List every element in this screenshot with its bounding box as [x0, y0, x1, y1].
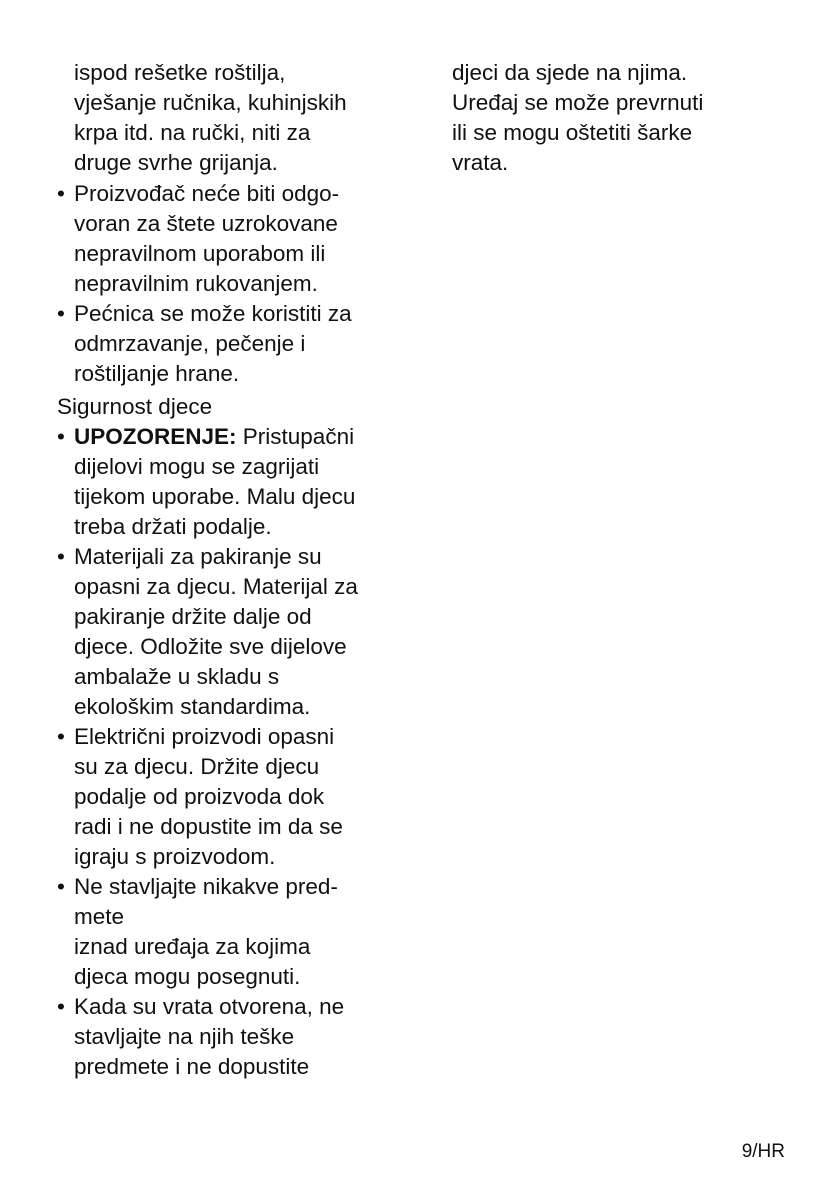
- text-line: ili se mogu oštetiti šarke: [452, 120, 693, 145]
- text-line: treba držati podalje.: [74, 514, 272, 539]
- text-line: pakiranje držite dalje od: [74, 604, 312, 629]
- list-item: [57, 542, 417, 722]
- bullet-icon: •: [57, 724, 65, 749]
- text-line: Električni proizvodi opasni: [74, 724, 335, 749]
- text-line: [74, 422, 417, 452]
- warning-list-item: [57, 422, 417, 542]
- list-item: [57, 992, 417, 1082]
- left-column: [57, 58, 417, 1082]
- text-line: djeci da sjede na njima.: [452, 60, 688, 85]
- bullet-icon: •: [57, 994, 65, 1019]
- text-line: ispod rešetke roštilja,: [74, 60, 286, 85]
- text-line: stavljajte na njih teške: [74, 1024, 295, 1049]
- text-line: iznad uređaja za kojima: [74, 934, 311, 959]
- text-line: dijelovi mogu se zagrijati: [74, 454, 320, 479]
- warning-text: Pristupačni: [236, 424, 355, 449]
- text-line: krpa itd. na ručki, niti za: [74, 120, 311, 145]
- text-line: podalje od proizvoda dok: [74, 784, 325, 809]
- text-line: igraju s proizvodom.: [74, 844, 276, 869]
- right-column: [452, 58, 792, 178]
- text-line: odmrzavanje, pečenje i: [74, 331, 306, 356]
- text-line: djeca mogu posegnuti.: [74, 964, 301, 989]
- text-line: vrata.: [452, 150, 509, 175]
- text-line: vješanje ručnika, kuhinjskih: [74, 90, 347, 115]
- text-line: Kada su vrata otvorena, ne: [74, 994, 345, 1019]
- bullet-icon: •: [57, 181, 65, 206]
- text-line: opasni za djecu. Materijal za: [74, 574, 358, 599]
- bullet-icon: •: [57, 874, 65, 899]
- text-line: djece. Odložite sve dijelove: [74, 634, 347, 659]
- text-line: Uređaj se može prevrnuti: [452, 90, 704, 115]
- text-line: Ne stavljajte nikakve pred-: [74, 874, 338, 899]
- text-line: nepravilnom uporabom ili: [74, 241, 326, 266]
- text-line: nepravilnim rukovanjem.: [74, 271, 318, 296]
- list-item: [57, 872, 417, 992]
- warning-label: UPOZORENJE:: [74, 424, 237, 449]
- text-line: predmete i ne dopustite: [74, 1054, 310, 1079]
- text-line: tijekom uporabe. Malu djecu: [74, 484, 356, 509]
- text-line: roštiljanje hrane.: [74, 361, 240, 386]
- page-number: 9/HR: [741, 1141, 785, 1162]
- text-line: Pećnica se može koristiti za: [74, 301, 352, 326]
- text-line: ambalaže u skladu s: [74, 664, 280, 689]
- bullet-icon: •: [57, 544, 65, 569]
- text-line: ekološkim standardima.: [74, 694, 311, 719]
- text-line: radi i ne dopustite im da se: [74, 814, 343, 839]
- text-line: druge svrhe grijanja.: [74, 150, 278, 175]
- bullet-icon: •: [57, 424, 65, 449]
- bullet-icon: •: [57, 301, 65, 326]
- list-item: [57, 179, 417, 299]
- text-line: Proizvođač neće biti odgo-: [74, 181, 340, 206]
- list-item: [57, 722, 417, 872]
- text-line: mete: [74, 904, 125, 929]
- text-line: voran za štete uzrokovane: [74, 211, 338, 236]
- list-item: [57, 299, 417, 389]
- section-heading: Sigurnost djece: [57, 394, 213, 419]
- text-line: Materijali za pakiranje su: [74, 544, 322, 569]
- text-line: su za djecu. Držite djecu: [74, 754, 320, 779]
